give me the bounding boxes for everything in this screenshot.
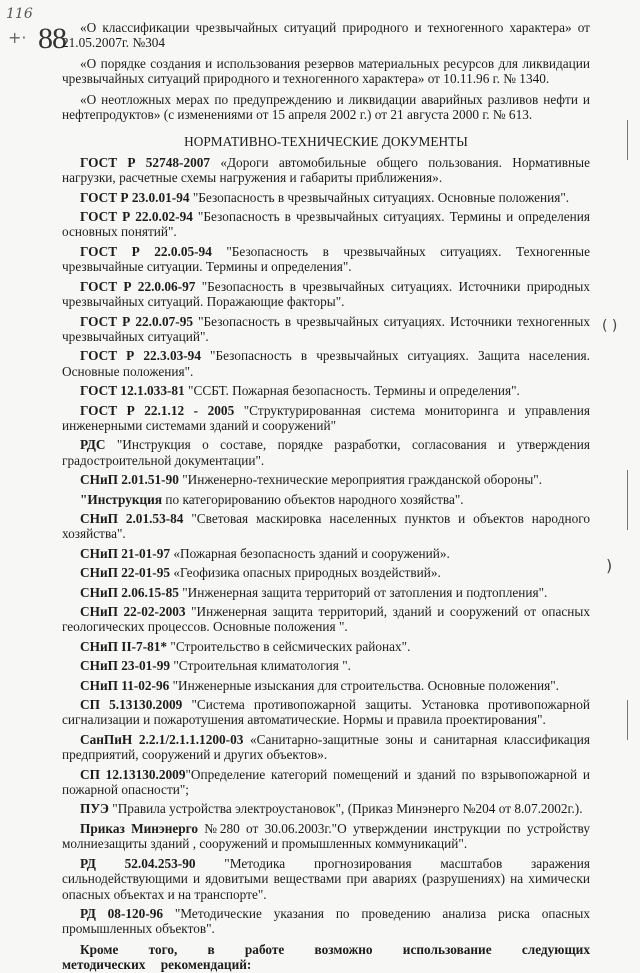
document-code: СНиП 2.06.15-85: [80, 584, 179, 600]
document-entry: [62, 244, 590, 275]
document-title: «Дороги автомобильные общего пользования. Нормативные нагрузки, расчетные схемы нагружения и габариты приближения».: [62, 154, 590, 186]
document-code: СНиП 23-01-99: [80, 658, 171, 674]
document-title: "Структурированная система мониторинга и управления инженерными системами зданий и сооружений": [62, 402, 591, 433]
document-entry: [62, 604, 590, 635]
document-entry: [62, 767, 590, 798]
document-code: СНиП 2.01.53-84: [80, 510, 184, 526]
document-entry: [62, 565, 590, 580]
closing-paragraph: Кроме того, в работе возможно использование следующих методических рекомендаций:: [62, 941, 590, 973]
page-edge-line: [627, 700, 628, 740]
document-code: ГОСТ Р 22.0.02-94: [80, 209, 193, 225]
document-code: Приказ Минэнерго: [80, 820, 199, 836]
document-entry: [62, 585, 590, 600]
document-code: СНиП 22-02-2003: [80, 604, 186, 619]
document-title: "Методические указания по проведению анализа риска опасных промышленных объектов".: [62, 905, 590, 937]
document-title: "ССБТ. Пожарная безопасность. Термины и определения".: [184, 383, 520, 399]
document-entry: [62, 348, 590, 379]
document-code: СНиП 22-01-95: [80, 565, 171, 581]
document-entry: [62, 472, 590, 487]
document-code: СНиП II-7-81*: [80, 638, 168, 654]
document-code: ГОСТ Р 22.0.05-94: [80, 243, 212, 259]
document-code: ГОСТ Р 22.0.07-95: [80, 313, 193, 329]
document-entry: [62, 314, 590, 345]
document-entry: [62, 906, 590, 937]
document-code: ПУЭ: [80, 801, 109, 817]
document-entry: [62, 492, 590, 507]
document-list: [62, 155, 590, 937]
document-title: "Система противопожарной защиты. Установка противопожарной сигнализации и пожаротушения автоматические. Нормы и правила проектирования".: [62, 697, 590, 728]
document-entry: [62, 856, 590, 902]
document-entry: [62, 658, 590, 673]
document-title: "Методика прогнозирования масштабов заражения сильнодействующими и ядовитыми веществами при авариях (разрушениях) на химически опасных объектах и на транспорте".: [62, 855, 590, 902]
document-code: СП 5.13130.2009: [80, 697, 183, 713]
document-title: "Безопасность в чрезвычайных ситуациях. Защита населения. Основные положения".: [62, 348, 590, 379]
document-title: "Безопасность в чрезвычайных ситуациях. Термины и определения основных понятий".: [62, 209, 590, 240]
document-title: по категорированию объектов народного хозяйства".: [162, 491, 464, 507]
document-code: ГОСТ Р 23.0.01-94: [80, 189, 190, 205]
document-title: "Инженерная защита территорий, зданий и сооружений от опасных геологических процессов. Основные положения ".: [62, 604, 590, 635]
document-title: "Строительная климатология ".: [170, 658, 351, 674]
document-entry: [62, 546, 590, 561]
document-entry: [62, 678, 590, 693]
document-title: "Инженерная защита территорий от затопления и подтопления".: [178, 584, 548, 600]
document-title: "Безопасность в чрезвычайных ситуациях. Источники техногенных чрезвычайных ситуаций".: [62, 313, 590, 344]
document-title: "Строительство в сейсмических районах".: [167, 638, 411, 654]
document-entry: [62, 821, 590, 852]
intro-paragraph: «О неотложных мерах по предупреждению и ликвидации аварийных разливов нефти и нефтепродуктов» (с изменениями от 15 апреля 2002 г.) от 21 августа 2000 г. № 613.: [62, 91, 590, 123]
document-code: СНиП 11-02-96: [80, 677, 170, 693]
document-title: «Геофизика опасных природных воздействий».: [170, 565, 441, 581]
document-code: СП 12.13130.2009: [80, 766, 186, 782]
document-title: "Инструкция о составе, порядке разработки, согласования и утверждения градостроительной документации".: [62, 437, 590, 468]
document-code: РД 08-120-96: [80, 905, 164, 921]
document-code: СНиП 21-01-97: [80, 545, 171, 561]
page-number: 88: [38, 22, 66, 55]
document-entry: [62, 190, 590, 205]
document-title: №280 от 30.06.2003г."О утверждении инструкции по устройству молниезащиты зданий , сооружений и промышленных коммуникаций".: [62, 820, 591, 852]
document-code: ГОСТ Р 22.0.06-97: [80, 278, 196, 294]
document-code: ГОСТ 12.1.033-81: [80, 383, 185, 399]
document-title: «Пожарная безопасность зданий и сооружений».: [170, 545, 450, 561]
document-entry: [62, 209, 590, 240]
margin-mark: +·: [8, 28, 27, 47]
document-code: РДС: [80, 437, 106, 453]
document-entry: [62, 279, 590, 310]
intro-paragraph: «О порядке создания и использования резервов материальных ресурсов для ликвидации чрезвычайных ситуаций природного и техногенного характера» от 10.11.96 г. № 1340.: [62, 55, 590, 87]
page-edge-line: [627, 120, 628, 160]
document-title: "Световая маскировка населенных пунктов и объектов народного хозяйства".: [62, 510, 590, 542]
document-entry: [62, 383, 590, 398]
handwritten-number: 116: [6, 6, 33, 22]
document-entry: [62, 437, 590, 468]
document-body: [62, 20, 590, 973]
document-title: "Безопасность в чрезвычайных ситуациях. Основные положения".: [189, 189, 570, 205]
document-entry: [62, 697, 590, 728]
page-edge-line: [627, 470, 628, 530]
document-title: "Безопасность в чрезвычайных ситуациях. Техногенные чрезвычайные ситуации. Термины и определения".: [62, 243, 591, 275]
document-title: "Правила устройства электроустановок", (Приказ Минэнерго №204 от 8.07.2002г.).: [108, 801, 583, 817]
document-code: "Инструкция: [80, 491, 163, 507]
document-title: "Инженерно-технические мероприятия гражданской обороны".: [178, 472, 543, 488]
section-title: НОРМАТИВНО-ТЕХНИЧЕСКИЕ ДОКУМЕНТЫ: [184, 134, 468, 150]
document-title: "Определение категорий помещений и зданий по взрывопожарной и пожарной опасности";: [62, 766, 590, 798]
document-code: ГОСТ Р 22.1.12 - 2005: [80, 402, 235, 418]
document-entry: [62, 732, 590, 763]
document-title: «Санитарно-защитные зоны и санитарная классификация предприятий, сооружений и других объектов».: [62, 731, 591, 763]
document-code: РД 52.04.253-90: [80, 855, 196, 871]
document-entry: [62, 155, 590, 186]
document-title: "Инженерные изыскания для строительства. Основные положения".: [169, 677, 559, 693]
document-entry: [62, 403, 590, 434]
document-entry: [62, 511, 590, 542]
document-title: "Безопасность в чрезвычайных ситуациях. Источники природных чрезвычайных ситуаций. Поражающие факторы".: [62, 278, 590, 310]
document-code: СанПиН 2.2.1/2.1.1.1200-03: [80, 731, 244, 747]
document-code: ГОСТ Р 52748-2007: [80, 154, 211, 170]
document-entry: [62, 801, 590, 816]
intro-paragraph: «О классификации чрезвычайных ситуаций природного и техногенного характера» от 21.05.2007г. №304: [62, 20, 590, 51]
document-code: ГОСТ Р 22.3.03-94: [80, 348, 201, 364]
document-code: СНиП 2.01.51-90: [80, 472, 179, 488]
document-entry: [62, 639, 590, 654]
